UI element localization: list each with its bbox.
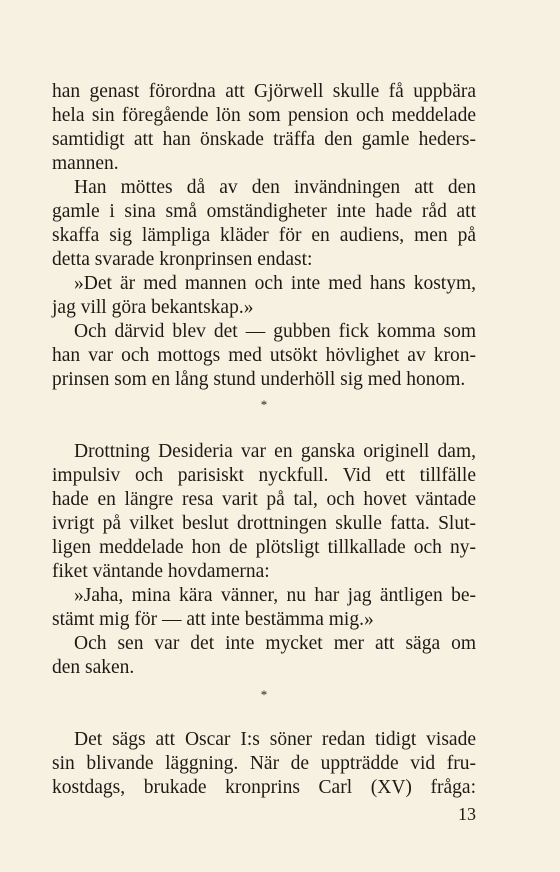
text-line: jag vill göra bekantskap.» xyxy=(52,297,254,318)
text-line: sin blivande läggning. När de uppträdde vid fru- xyxy=(52,753,476,774)
text-line: hade en längre resa varit på tal, och hovet väntade xyxy=(52,489,476,510)
text-line: prinsen som en lång stund underhöll sig med honom. xyxy=(52,369,466,390)
text-line: ligen meddelade hon de plötsligt tillkallade och ny- xyxy=(52,537,476,558)
text-line: kostdags, brukade kronprins Carl (XV) fråga: xyxy=(52,777,476,798)
section-separator: * xyxy=(260,397,268,412)
text-line: hela sin föregående lön som pension och meddelade xyxy=(52,105,476,126)
text-line: Det sägs att Oscar I:s söner redan tidigt visade xyxy=(74,729,476,750)
section-separator: * xyxy=(260,687,268,702)
text-line: gamle i sina små omständigheter inte hade råd att xyxy=(52,201,476,222)
page-number: 13 xyxy=(458,804,476,824)
text-line: ivrigt på vilket beslut drottningen skulle fatta. Slut- xyxy=(52,513,476,534)
text-line: Och sen var det inte mycket mer att säga om xyxy=(74,633,476,654)
text-line: skaffa sig lämpliga kläder för en audiens, men på xyxy=(52,225,476,246)
text-line: Han möttes då av den invändningen att den xyxy=(74,177,476,198)
text-line: detta svarade kronprinsen endast: xyxy=(52,249,313,270)
text-line: samtidigt att han önskade träffa den gamle heders- xyxy=(52,129,476,150)
text-line: Drottning Desideria var en ganska originell dam, xyxy=(74,441,476,462)
text-line: mannen. xyxy=(52,153,119,174)
text-line: »Jaha, mina kära vänner, nu har jag äntligen be- xyxy=(74,585,476,606)
text-line: stämt mig för — att inte bestämma mig.» xyxy=(52,609,374,630)
text-line: fiket väntande hovdamerna: xyxy=(52,561,270,582)
text-line: impulsiv och parisiskt nyckfull. Vid ett tillfälle xyxy=(52,465,476,486)
text-line: han var och mottogs med utsökt hövlighet av kron- xyxy=(52,345,476,366)
text-line: han genast förordna att Gjörwell skulle få uppbära xyxy=(52,81,476,102)
text-line: »Det är med mannen och inte med hans kostym, xyxy=(74,273,476,294)
text-line: Och därvid blev det — gubben fick komma som xyxy=(74,321,476,342)
text-line: den saken. xyxy=(52,657,135,678)
